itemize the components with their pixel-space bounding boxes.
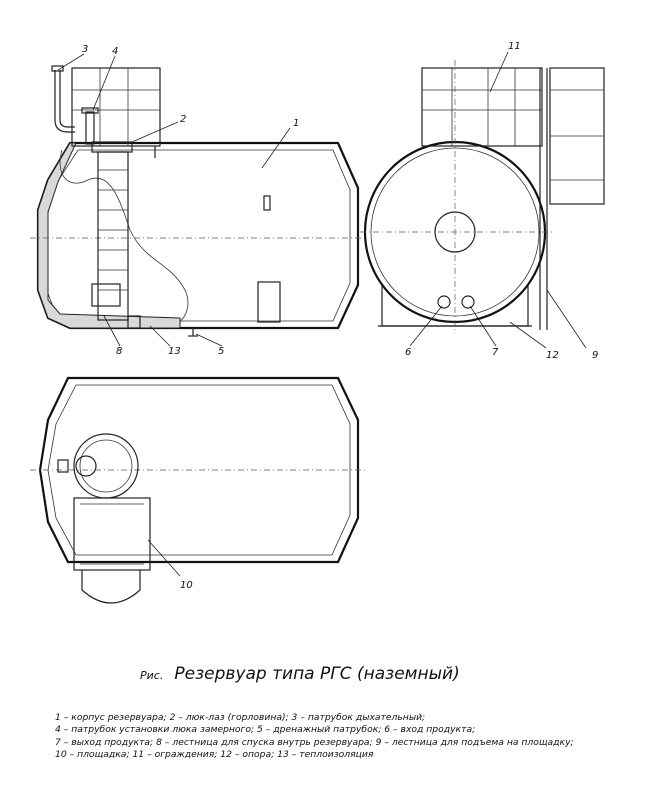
callout-7: 7: [492, 347, 499, 358]
callout-9: 9: [592, 350, 599, 361]
gauge-nozzle: [82, 108, 98, 144]
tank-shell-outer: [38, 143, 358, 328]
figure-caption: [140, 664, 460, 684]
callout-11: 11: [508, 41, 521, 52]
plan-manhole: [74, 434, 138, 498]
legend-line: 7 – выход продукта; 8 – лестница для спуска внутрь резервуара; 9 – лестница для подъема на площадку;: [55, 736, 574, 748]
railing-top-end: [422, 68, 542, 146]
callout-6: 6: [405, 347, 412, 358]
end-view: [360, 60, 604, 330]
side-view: [30, 66, 368, 336]
legend-line: 10 – площадка; 11 – ограждения; 12 – опора; 13 – теплоизоляция: [55, 749, 374, 761]
legend-line: 4 – патрубок установки люка замерного; 5 – дренажный патрубок; 6 – вход продукта;: [55, 724, 476, 736]
callout-2: 2: [180, 114, 187, 125]
plan-view: [30, 378, 368, 603]
outlet-nozzle: [462, 296, 474, 308]
plan-breather: [76, 456, 96, 476]
callout-10: 10: [180, 580, 193, 591]
callout-4: 4: [112, 46, 119, 57]
callout-1: 1: [293, 118, 300, 129]
drain-nozzle: [188, 328, 198, 336]
callout-13: 13: [168, 346, 181, 357]
callout-5: 5: [218, 346, 225, 357]
legend-line: 1 – корпус резервуара; 2 – люк-лаз (горловина); 3 – патрубок дыхательный;: [55, 712, 426, 723]
inlet-nozzle: [438, 296, 450, 308]
cutaway-line: [60, 150, 188, 321]
inner-fitting: [264, 196, 270, 210]
plan-ladder-base: [82, 570, 140, 603]
internal-support: [258, 282, 280, 322]
callout-12: 12: [546, 350, 559, 361]
caption-title: Резервуар типа РГС (наземный): [174, 664, 460, 684]
access-ladder: [540, 68, 547, 330]
callout-3: 3: [82, 44, 89, 55]
plan-platform: [74, 498, 150, 570]
insulation-section: [38, 143, 180, 328]
callout-8: 8: [116, 346, 123, 357]
legend: [55, 712, 655, 762]
caption-prefix: Рис.: [140, 669, 164, 682]
manhole-and-ladder: [92, 142, 132, 320]
platform-box-end: [550, 68, 604, 204]
callout-leaders: [58, 52, 586, 576]
